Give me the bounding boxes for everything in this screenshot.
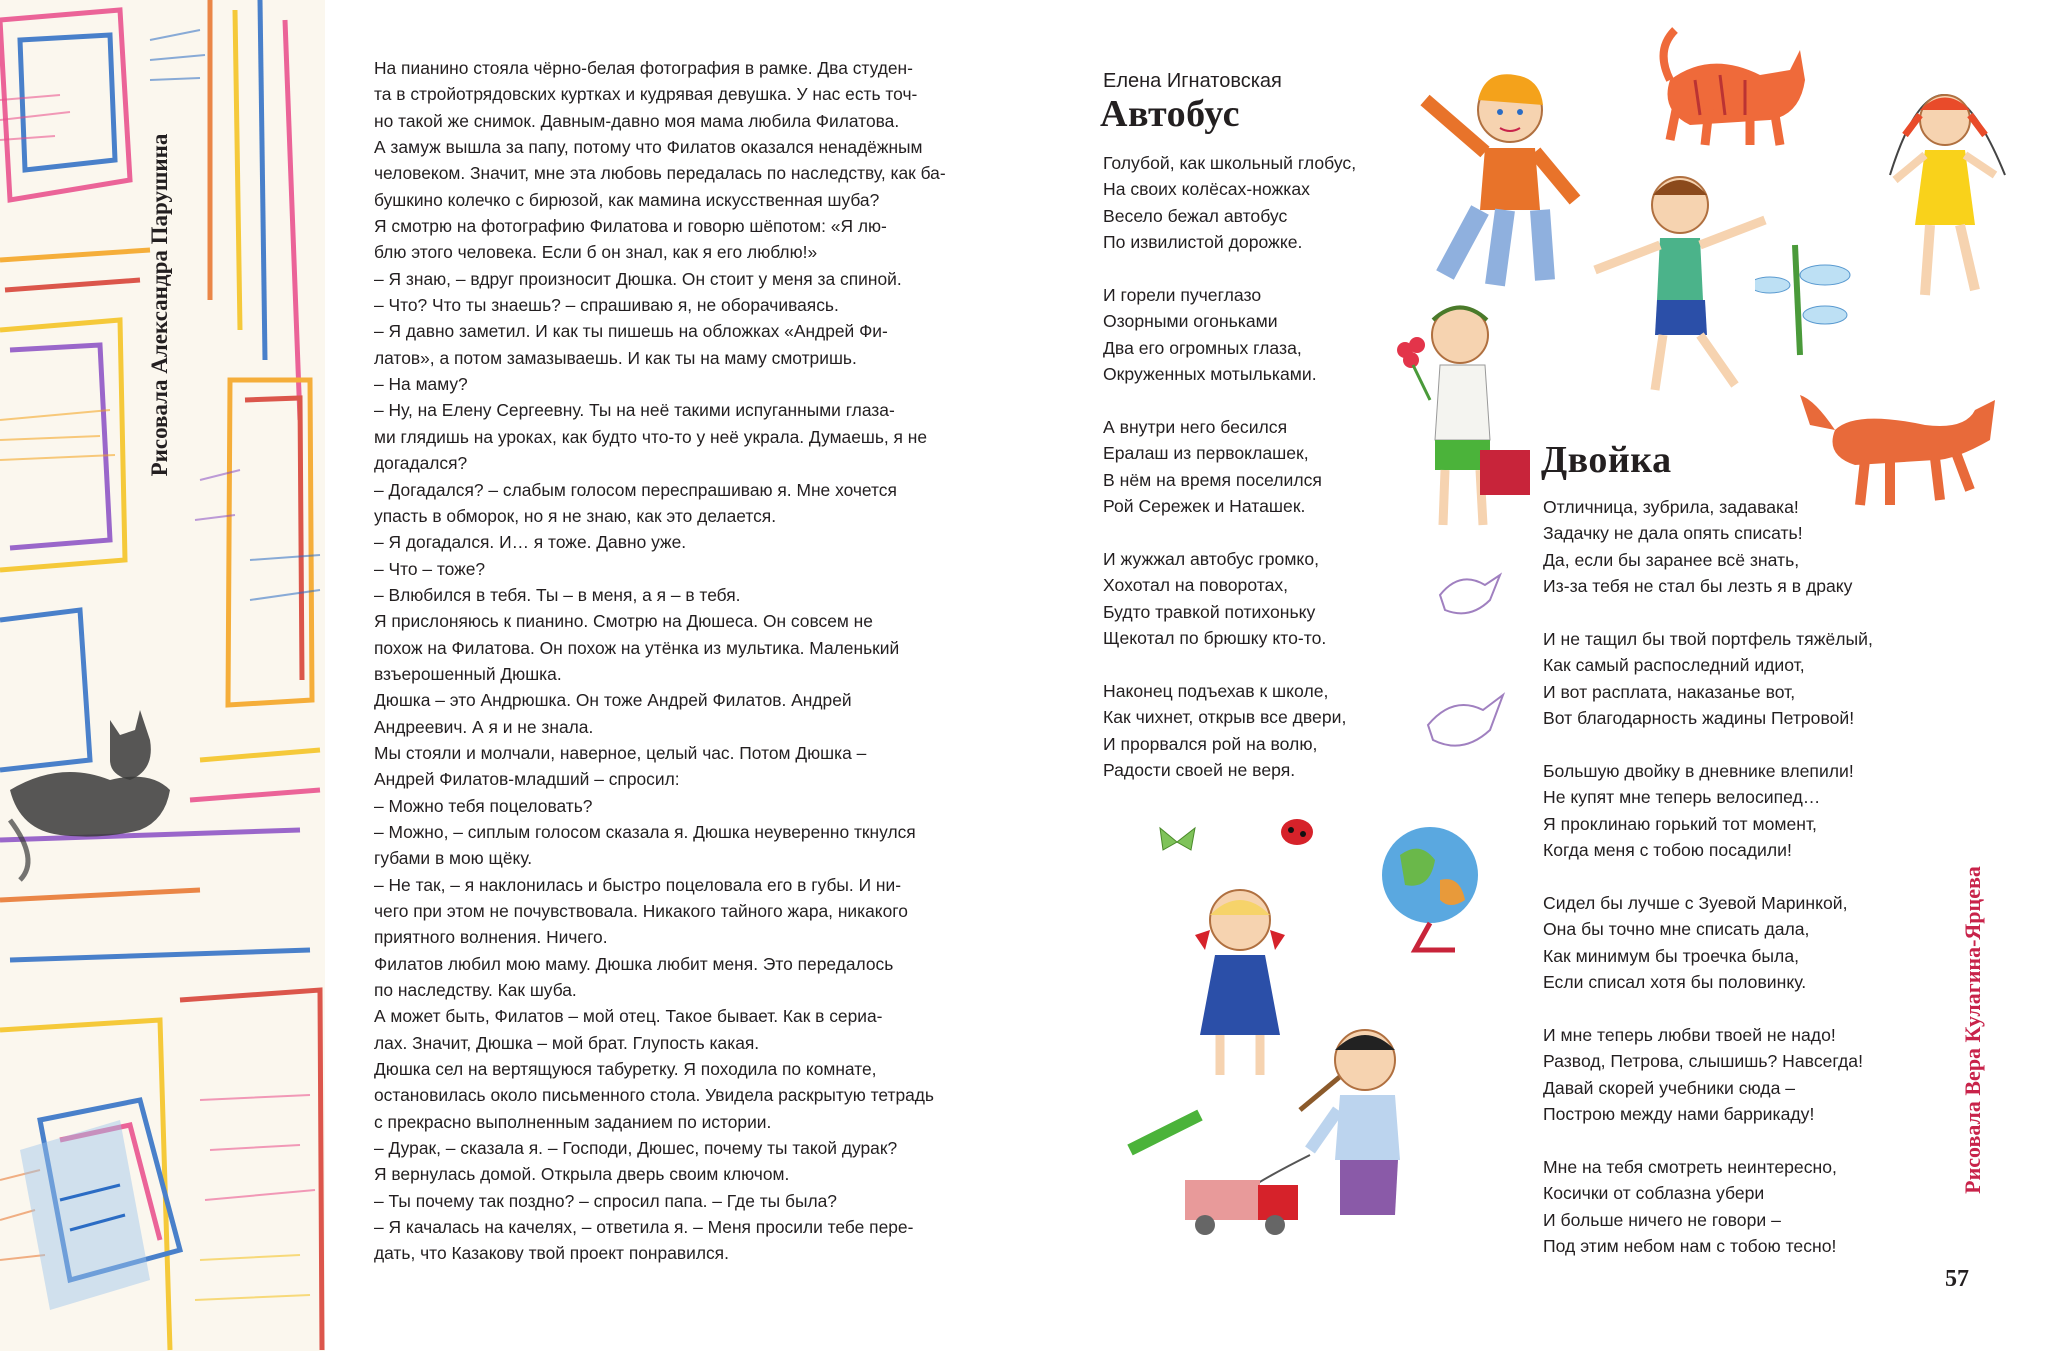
prose-line: – Что? Что ты знаешь? – спрашиваю я, не оборачиваясь.	[374, 295, 839, 316]
prose-line: – Я качалась на качелях, – ответила я. – Меня просили тебе пере-	[374, 1217, 914, 1238]
poem-line: Под этим небом нам с тобою тесно!	[1543, 1236, 1837, 1257]
boy-with-toy-truck-illustration	[1180, 1020, 1450, 1240]
poem-line: Окруженных мотыльками.	[1103, 364, 1317, 385]
poem-title-avtobus: Автобус	[1100, 93, 1240, 135]
poem-author: Елена Игнатовская	[1103, 70, 1282, 92]
poem-line: Наконец подъехав к школе,	[1103, 681, 1329, 702]
prose-line: Андрей Филатов-младший – спросил:	[374, 769, 680, 790]
dove-illustration-2	[1418, 680, 1508, 760]
prose-line: человеком. Значит, мне эта любовь передалась по наследству, как ба-	[374, 163, 946, 184]
poem-line: Как чихнет, открыв все двери,	[1103, 707, 1347, 728]
prose-line: но такой же снимок. Давным-давно моя мама любила Филатова.	[374, 110, 900, 131]
butterfly-illustration	[1155, 820, 1200, 865]
poem-line: Из-за тебя не стал бы лезть я в драку	[1543, 576, 1853, 597]
prose-line: упасть в обморок, но я не знаю, как это делается.	[374, 505, 777, 526]
prose-line: – Можно тебя поцеловать?	[374, 795, 593, 816]
prose-line: догадался?	[374, 453, 468, 474]
poem-line: Если списал хотя бы половинку.	[1543, 972, 1807, 993]
stanza	[1103, 678, 1423, 784]
stanza	[1103, 150, 1423, 256]
stanza	[1103, 414, 1423, 520]
poem-line: Давай скорей учебники сюда –	[1543, 1077, 1796, 1098]
poem-line: И жужжал автобус громко,	[1103, 549, 1319, 570]
stanza	[1543, 758, 1943, 864]
poem-line: Сидел бы лучше с Зуевой Маринкой,	[1543, 893, 1848, 914]
poem-line: В нём на время поселился	[1103, 469, 1322, 490]
poem-line: И горели пучеглазо	[1103, 285, 1262, 306]
poem-line: По извилистой дорожке.	[1103, 232, 1303, 253]
boy-arms-out-illustration	[1585, 160, 1775, 400]
illustration-credit-left: Рисовала Александра Парушина	[147, 133, 172, 477]
prose-line: – Дурак, – сказала я. – Господи, Дюшес, почему ты такой дурак?	[374, 1138, 898, 1159]
prose-line: губами в мою щёку.	[374, 848, 533, 869]
poem-line: И не тащил бы твой портфель тяжёлый,	[1543, 629, 1873, 650]
prose-line: латов», а потом замазываешь. И как ты на маму смотришь.	[374, 347, 857, 368]
poem-line: Голубой, как школьный глобус,	[1103, 153, 1357, 173]
prose-line: – Что – тоже?	[374, 558, 486, 579]
poem-line: На своих колёсах-ножках	[1103, 179, 1310, 200]
prose-line: Дюшка сел на вертящуюся табуретку. Я походила по комнате,	[374, 1059, 877, 1080]
poem-line: Ералаш из первоклашек,	[1103, 443, 1309, 464]
poem-line: Построю между нами баррикаду!	[1543, 1104, 1815, 1125]
prose-line: Я смотрю на фотографию Филатова и говорю шёпотом: «Я лю-	[374, 216, 887, 237]
page-number: 57	[1945, 1266, 1969, 1292]
prose-line: Я прислоняюсь к пианино. Смотрю на Дюшеса. Он совсем не	[374, 611, 873, 632]
dog-illustration	[1795, 370, 2005, 510]
prose-line: Филатов любил мою маму. Дюшка любит меня. Это передалось	[374, 953, 894, 974]
poem-line: Она бы точно мне списать дала,	[1543, 919, 1810, 940]
boy-waving-illustration	[1415, 60, 1595, 300]
poem-line: И прорвался рой на волю,	[1103, 733, 1318, 754]
story-prose	[337, 55, 955, 1267]
poem-line: Я проклинаю горький тот момент,	[1543, 813, 1817, 834]
poem-line: Да, если бы заранее всё знать,	[1543, 549, 1800, 570]
poem-line: Вот благодарность жадины Петровой!	[1543, 708, 1855, 729]
poem-line: Когда меня с тобою посадили!	[1543, 840, 1792, 861]
ladybug-illustration	[1275, 810, 1320, 850]
prose-line: А замуж вышла за папу, потому что Филатов оказался ненадёжным	[374, 137, 923, 158]
poem-line: Радости своей не веря.	[1103, 760, 1296, 781]
poem-title-dvoyka: Двойка	[1541, 439, 1672, 481]
poem-line: Не купят мне теперь велосипед…	[1543, 787, 1821, 808]
poem-line: Щекотал по брюшку кто-то.	[1103, 628, 1327, 649]
dove-illustration	[1430, 560, 1505, 630]
prose-line: дать, что Казакову твой проект понравился.	[374, 1243, 729, 1264]
poem-dvoyka	[1543, 494, 1943, 1286]
stanza	[1103, 546, 1423, 652]
prose-line: приятного волнения. Ничего.	[374, 927, 608, 948]
prose-line: Андреевич. А я и не знала.	[374, 716, 594, 737]
poem-line: А внутри него бесился	[1103, 417, 1288, 438]
prose-line: – На маму?	[374, 374, 468, 395]
poem-line: Хохотал на поворотах,	[1103, 575, 1289, 596]
left-page-illustration	[0, 0, 325, 1351]
poem-line: Озорными огоньками	[1103, 311, 1278, 332]
stanza	[1543, 1022, 1943, 1128]
prose-line: Мы стояли и молчали, наверное, целый час. Потом Дюшка –	[374, 742, 867, 763]
poem-line: И больше ничего не говори –	[1543, 1209, 1781, 1230]
prose-line: – Я давно заметил. И как ты пишешь на обложках «Андрей Фи-	[374, 321, 888, 342]
prose-line: – Я знаю, – вдруг произносит Дюшка. Он стоит у меня за спиной.	[374, 268, 902, 289]
poem-line: И мне теперь любви твоей не надо!	[1543, 1025, 1836, 1046]
stanza	[1543, 626, 1943, 732]
poem-line: Развод, Петрова, слышишь? Навсегда!	[1543, 1051, 1863, 1072]
prose-line: – Влюбился в тебя. Ты – в меня, а я – в тебя.	[374, 584, 741, 605]
prose-line: остановилась около письменного стола. Увидела раскрытую тетрадь	[374, 1085, 934, 1106]
prose-line: Дюшка – это Андрюшка. Он тоже Андрей Филатов. Андрей	[374, 690, 852, 711]
poem-line: Задачку не дала опять списать!	[1543, 523, 1803, 544]
prose-line: бушкино колечко с бирюзой, как мамина искусственная шуба?	[374, 189, 880, 210]
prose-line: – Ну, на Елену Сергеевну. Ты на неё такими испуганными глаза-	[374, 400, 895, 421]
prose-line: – Не так, – я наклонилась и быстро поцеловала его в губы. И ни-	[374, 874, 902, 895]
illustration-credit-right: Рисовала Вера Кулагина-Ярцева	[1960, 866, 1985, 1194]
prose-line: чего при этом не почувствовала. Никакого тайного жара, никакого	[374, 901, 908, 921]
prose-line: похож на Филатова. Он похож на утёнка из мультика. Маленький	[374, 637, 900, 658]
prose-line: ми глядишь на уроках, как будто что-то у неё украла. Думаешь, я не	[374, 426, 928, 447]
prose-line: На пианино стояла чёрно-белая фотография в рамке. Два студен-	[374, 58, 913, 78]
poem-line: Как минимум бы троечка была,	[1543, 945, 1799, 966]
poem-avtobus	[1103, 150, 1423, 810]
poem-line: Косички от соблазна убери	[1543, 1183, 1765, 1204]
prose-line: та в стройотрядовских куртках и кудрявая девушка. У нас есть точ-	[374, 84, 918, 105]
poem-line: Весело бежал автобус	[1103, 205, 1288, 226]
poem-line: Мне на тебя смотреть неинтересно,	[1543, 1157, 1837, 1178]
poem-line: Отличница, зубрила, задавака!	[1543, 497, 1799, 517]
prose-line: с прекрасно выполненным заданием по истории.	[374, 1111, 772, 1132]
cat-illustration	[1650, 20, 1810, 150]
prose-line: – Я догадался. И… я тоже. Давно уже.	[374, 532, 687, 553]
girl-jumping-rope-illustration	[1880, 55, 2020, 315]
stanza	[1543, 890, 1943, 996]
poem-line: Два его огромных глаза,	[1103, 337, 1302, 358]
stanza	[1543, 1154, 1943, 1260]
poem-line: Как самый распоследний идиот,	[1543, 655, 1805, 676]
prose-line: А может быть, Филатов – мой отец. Такое бывает. Как в сериа-	[374, 1006, 883, 1027]
stanza	[1103, 282, 1423, 388]
globe-illustration	[1375, 820, 1485, 960]
poem-line: Будто травкой потихоньку	[1103, 601, 1316, 622]
poem-line: Большую двойку в дневнике влепили!	[1543, 761, 1854, 782]
prose-line: по наследству. Как шуба.	[374, 980, 577, 1001]
prose-line: Я вернулась домой. Открыла дверь своим ключом.	[374, 1164, 790, 1185]
prose-line: – Можно, – сиплым голосом сказала я. Дюшка неуверенно ткнулся	[374, 821, 916, 842]
prose-line: – Ты почему так поздно? – спросил папа. – Где ты была?	[374, 1190, 837, 1211]
prose-line: блю этого человека. Если б он знал, как я его люблю!»	[374, 242, 818, 263]
dragonfly-illustration	[1755, 235, 1855, 365]
prose-line: – Догадался? – слабым голосом переспрашиваю я. Мне хочется	[374, 479, 897, 500]
prose-line: лах. Значит, Дюшка – мой брат. Глупость какая.	[374, 1032, 760, 1053]
prose-line: взъерошенный Дюшка.	[374, 663, 562, 684]
poem-line: Рой Сережек и Наташек.	[1103, 496, 1306, 517]
boy-with-flowers-illustration	[1385, 290, 1535, 540]
poem-line: И вот расплата, наказанье вот,	[1543, 681, 1796, 702]
